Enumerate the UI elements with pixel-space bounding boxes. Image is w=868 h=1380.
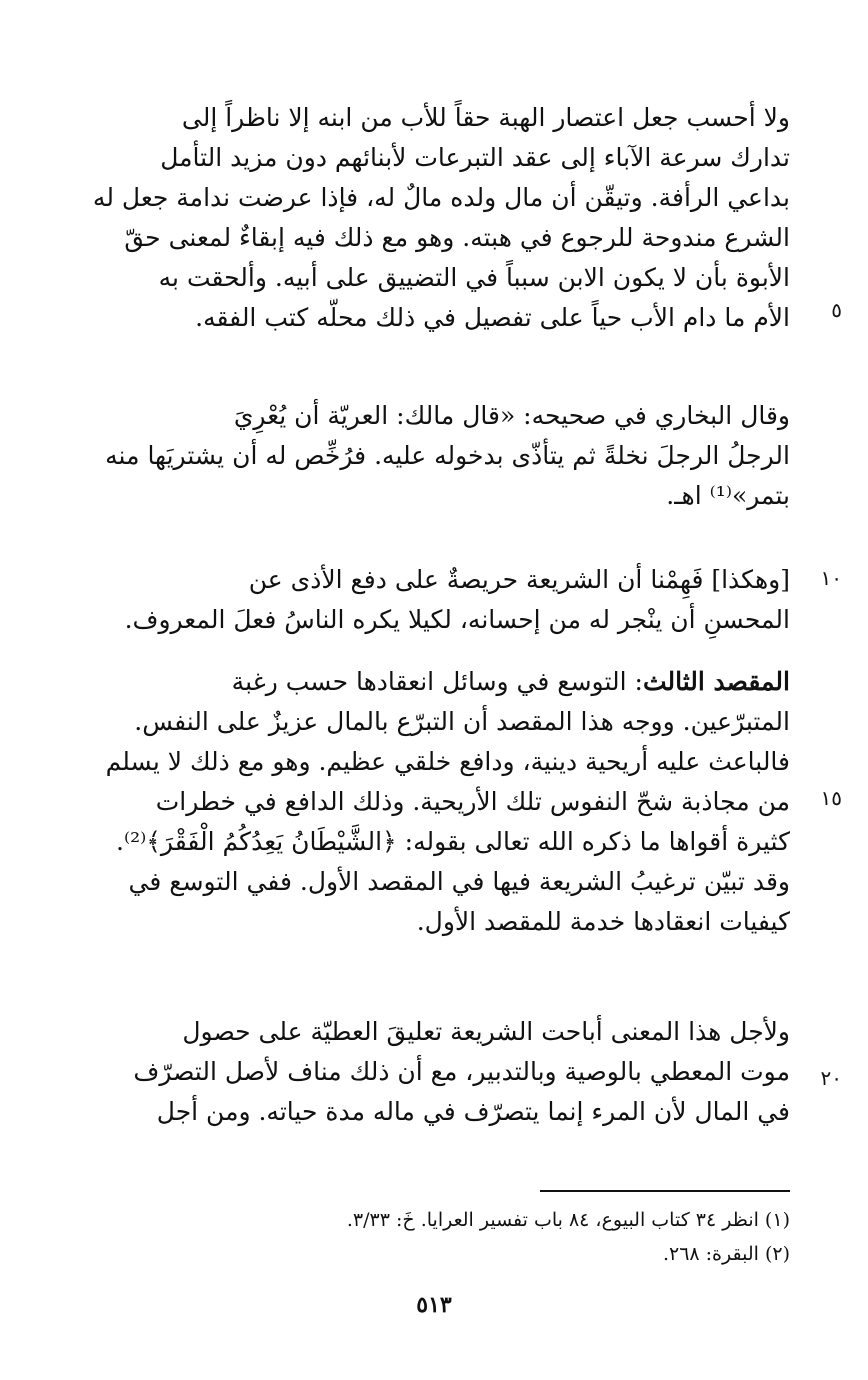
text-line: موت المعطي بالوصية وبالتدبير، مع أن ذلك مناف لأصل التصرّف <box>133 1057 790 1086</box>
text-line <box>48 662 790 702</box>
paragraph-2 <box>48 396 790 516</box>
text-line: الأم ما دام الأب حياً على تفصيل في ذلك محلُّه كتب الفقه. <box>195 303 790 332</box>
text-line: كيفيات انعقادها خدمة للمقصد الأول. <box>416 907 790 936</box>
text-line: وقال البخاري في صحيحه: «قال مالك: العريّة أن يُعْرِيَ <box>233 401 790 430</box>
line-number-10: ١٠ <box>820 566 842 590</box>
text-line: كثيرة أقواها ما ذكره الله تعالى بقوله: ﴿الشَّيْطَانُ يَعِدُكُمُ الْفَقْرَ﴾⁽²⁾. <box>116 827 790 856</box>
text-fragment: : التوسع في وسائل انعقادها حسب رغبة <box>231 667 643 696</box>
text-line: بتمر»⁽¹⁾ اهـ. <box>666 481 790 510</box>
text-line: الأبوة بأن لا يكون الابن سبباً في التضييق على أبيه. وألحقت به <box>158 263 790 292</box>
text-line: فالباعث عليه أريحية دينية، ودافع خلقي عظيم. وهو مع ذلك لا يسلم <box>105 747 790 776</box>
text-line: ولا أحسب جعل اعتصار الهبة حقاً للأب من ابنه إلا ناظراً إلى <box>181 103 790 132</box>
line-number-20: ٢٠ <box>820 1066 842 1090</box>
text-line: [وهكذا] فَهِمْنا أن الشريعة حريصةٌ على دفع الأذى عن <box>248 565 790 594</box>
text-line: المحسنِ أن ينْجر له من إحسانه، لكيلا يكره الناسُ فعلَ المعروف. <box>124 605 790 634</box>
footnote-1: (١) انظر ٣٤ كتاب البيوع، ٨٤ باب تفسير العرايا. خَ: ٣/٣٣. <box>346 1209 790 1231</box>
paragraph-3 <box>48 560 790 640</box>
line-number-5: ٥ <box>831 298 842 322</box>
text-line: المتبرّعين. ووجه هذا المقصد أن التبرّع بالمال عزيزٌ على النفس. <box>134 707 790 736</box>
text-line: تدارك سرعة الآباء إلى عقد التبرعات لأبنائهم دون مزيد التأمل <box>160 143 790 172</box>
text-line: في المال لأن المرء إنما يتصرّف في ماله مدة حياته. ومن أجل <box>156 1097 790 1126</box>
text-line: من مجاذبة شحّ النفوس تلك الأريحية. وذلك الدافع في خطرات <box>155 787 790 816</box>
text-line: بداعي الرأفة. وتيقّن أن مال ولده مالٌ له، فإذا عرضت ندامة جعل له <box>92 183 790 212</box>
text-line: ولأجل هذا المعنى أباحت الشريعة تعليقَ العطيّة على حصول <box>182 1017 790 1046</box>
footnote-2: (٢) البقرة: ٢٦٨. <box>662 1243 790 1265</box>
text-line: الرجلُ الرجلَ نخلةً ثم يتأذّى بدخوله عليه. فرُخِّص له أن يشتريَها منه <box>105 441 790 470</box>
page-number: ٥١٣ <box>416 1292 452 1318</box>
text-line: وقد تبيّن ترغيبُ الشريعة فيها في المقصد الأول. ففي التوسع في <box>128 867 790 896</box>
footnote-divider <box>540 1190 790 1192</box>
section-heading: المقصد الثالث <box>642 667 790 696</box>
paragraph-5 <box>48 1012 790 1132</box>
paragraph-1 <box>48 98 790 338</box>
text-line: الشرع مندوحة للرجوع في هبته. وهو مع ذلك فيه إبقاءٌ لمعنى حقّ <box>124 223 790 252</box>
line-number-15: ١٥ <box>820 786 842 810</box>
footnotes <box>48 1203 790 1271</box>
paragraph-4 <box>48 662 790 942</box>
